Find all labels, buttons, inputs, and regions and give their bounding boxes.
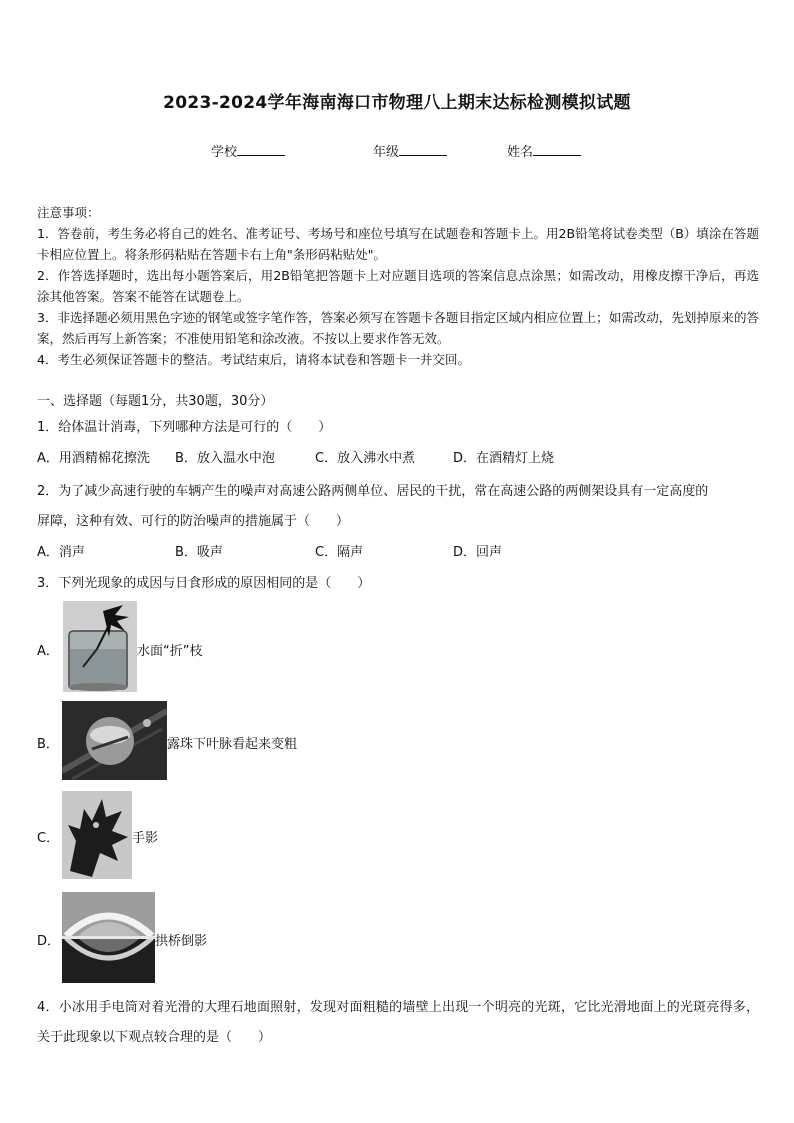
q3-option-b-caption: 露珠下叶脉看起来变粗 — [167, 737, 298, 752]
q3-option-d[interactable] — [37, 892, 297, 984]
q3-option-a[interactable] — [37, 601, 237, 693]
section-heading: 一、选择题（每题1分，共30题，30分） — [37, 394, 274, 409]
q2-option-d[interactable]: D．回声 — [453, 545, 503, 560]
note-item-3: 3．非选择题必须用黑色字迹的钢笔或签字笔作答，答案必须写在答题卡各题目指定区域内相应位置上；如需改动，先划掉原来的答案，然后再写上新答案；不准使用铅笔和涂改液。不按以上要求作答无效。 — [37, 310, 759, 346]
dew-drop-photo — [62, 701, 167, 780]
school-field[interactable] — [211, 141, 285, 160]
hand-shadow-photo — [62, 791, 132, 879]
grade-field[interactable] — [373, 141, 447, 160]
note-item-1: 1．答卷前，考生务必将自己的姓名、准考证号、考场号和座位号填写在试题卷和答题卡上。用2B铅笔将试卷类型（B）填涂在答题卡相应位置上。将条形码粘贴在答题卡右上角"条形码粘贴处"。 — [37, 226, 759, 262]
q2-option-a[interactable]: A．消声 — [37, 545, 85, 560]
bent-branch-photo — [63, 601, 137, 692]
q1-option-c[interactable]: C．放入沸水中煮 — [315, 451, 416, 466]
arch-bridge-photo — [62, 892, 155, 983]
school-blank[interactable] — [237, 144, 285, 156]
q1-stem: 1．给体温计消毒，下列哪种方法是可行的（ ） — [37, 420, 332, 435]
notes-heading: 注意事项： — [37, 205, 100, 220]
q3-stem: 3．下列光现象的成因与日食形成的原因相同的是（ ） — [37, 576, 371, 591]
exam-title: 2023-2024学年海南海口市物理八上期末达标检测模拟试题 — [163, 93, 631, 113]
notes-block — [37, 202, 759, 370]
q3-option-d-caption: 拱桥倒影 — [155, 934, 208, 949]
q1-option-b[interactable]: B．放入温水中泡 — [175, 451, 275, 466]
q3-option-c-letter: C． — [37, 831, 60, 846]
q2-stem-line1: 2．为了减少高速行驶的车辆产生的噪声对高速公路两侧单位、居民的干扰，常在高速公路的两侧架设具有一定高度的 — [37, 484, 709, 499]
q2-option-b[interactable]: B．吸声 — [175, 545, 223, 560]
note-item-4: 4．考生必须保证答题卡的整洁。考试结束后，请将本试卷和答题卡一并交回。 — [37, 352, 470, 367]
name-blank[interactable] — [533, 144, 581, 156]
school-label: 学校 — [211, 145, 238, 160]
q2-stem-line2: 屏障，这种有效、可行的防治噪声的措施属于（ ） — [37, 514, 350, 529]
q3-option-c[interactable] — [37, 791, 237, 881]
q1-option-d[interactable]: D．在酒精灯上烧 — [453, 451, 555, 466]
q3-option-b[interactable] — [37, 701, 357, 781]
q4-stem: 4．小冰用手电筒对着光滑的大理石地面照射，发现对面粗糙的墙壁上出现一个明亮的光斑，它比光滑地面上的光斑亮得多，关于此现象以下观点较合理的是（ ） — [37, 1000, 759, 1045]
q3-option-a-caption: 水面“折”枝 — [137, 644, 203, 659]
name-field[interactable] — [507, 141, 581, 160]
q2-option-c[interactable]: C．隔声 — [315, 545, 364, 560]
q3-option-a-letter: A． — [37, 644, 59, 659]
q3-option-d-letter: D． — [37, 934, 61, 949]
q1-option-a[interactable]: A．用酒精棉花擦洗 — [37, 451, 150, 466]
q3-option-b-letter: B． — [37, 737, 59, 752]
grade-blank[interactable] — [399, 144, 447, 156]
q3-option-c-caption: 手影 — [132, 831, 159, 846]
grade-label: 年级 — [373, 145, 400, 160]
note-item-2: 2．作答选择题时，选出每小题答案后，用2B铅笔把答题卡上对应题目选项的答案信息点涂黑；如需改动，用橡皮擦干净后，再选涂其他答案。答案不能答在试题卷上。 — [37, 268, 759, 304]
name-label: 姓名 — [507, 145, 534, 160]
